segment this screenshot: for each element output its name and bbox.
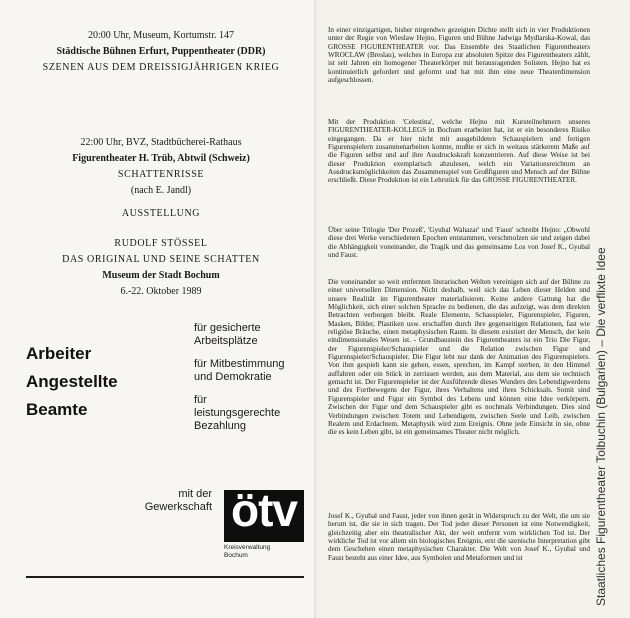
event-1-company: Städtische Bühnen Erfurt, Puppentheater (DDR) (56, 46, 266, 57)
event-2-time-venue: 22:00 Uhr, BVZ, Stadtbücherei-Rathaus (80, 137, 242, 148)
event-2 (26, 135, 296, 199)
otv-logo-sub-2: Bochum (224, 552, 248, 559)
event-2-title: SCHATTENRISSE (117, 169, 205, 180)
article-paragraph-1: In einer einzigartigen, bisher nirgendwo gezeigten Dichte stellt sich in vier Produktionen unter der Regie von Wieslaw Hejno, Figuren und Bühne Jadwiga Mydlarska-Kowal, das GROSSE FIGURENTHEATER vor. Das Ensemble des Staatlichen Figurentheaters WROCLAW (Breslau), welches in Europa zur absoluten Spitze des Figurentheaters zählt, ist seit Jahren ein homogener Theaterkörper mit herausragenden Solisten. Hejno hat es kontinuierlich gefordert und geformt und hat mit ihm eine neue Theaterdimension aufgeschlossen. (328, 26, 590, 85)
event-2-note: (nach E. Jandl) (130, 185, 192, 196)
otv-logo-text: ötv (231, 484, 297, 536)
ad-goal-codetermination: für Mitbestimmung und Demokratie (194, 358, 285, 383)
article-paragraph-4: Die voneinander so weit entfernten literarischen Welten vereinigen sich auf der Bühne zu einer universellen Dimension. Nicht deshalb, weil sich das Leben dieser Helden und unsere Realität im Figurentheater materialisieren. Keine andere Gattung hat die Möglichkeit, sich einer solchen Sprache zu bedienen, die das aufzeigt, was dem direkten Betrachten verborgen bleibt. Reale Elemente, Schauspieler, Figurenspieler, Figuren, Masken, Bilder, Plastiken usw. erschaffen durch ihre gegenseitigen Relationen, fast wie religiöse Bräuche, einen metaphysischen Raum. In diesem existiert der Mensch, der kein eindimensionales Wesen ist. - Grundbaustein des Figurentheaters ist ein Trio Die Figur, der Figurenspieler/Schauspieler und die Relation zwischen Figur und Figurenspieler/Schauspieler. Die Figur lebt nur dank der Animation des Figurenspielers. Von ihm gespielt kann sie gehen, essen, sprechen, im Kampf sterben, in den Himmel auffahren oder ein Stück in zerrissen werden, aus dem Material, aus dem sie technisch gemacht ist. Der Figurenspieler ist der Ausführende dieses Wunders des Lebendigwerdens und des Fortbewegens der Figur, ihres Verhaltens und ihres Schicksals. Somit sind Figurenspieler und Figur ein Symbol des Lebens und können eine Idee verkörpern. Zwischen der Figur und dem Schauspieler gibt es nochmals Verbindungen. Dies sind Verbindungen zwischen Totem und Lebendigem, zwischen Seele und Leib, zwischen Realem und Erdachtem. Metaphysik wird zum Ereignis. Ohne jede Einsicht in sie, ohne die es kein Leben gibt, ist ein gemeinsames Theater nicht möglich. (328, 278, 590, 437)
article-paragraph-2: Mit der Produktion 'Celestina', welche Hejno mit Kursteilnehmern unseres FIGURENTHEATER-KOLLEGS in Bochum erarbeitet hat, ist er ein besonderes Risiko eingegangen. Da er hier nicht mit ausgebildeten Schauspielern und fertigen Figurenspielern zusammenarbeiten konnte, mußte er sich in weitaus stärkerem Maße auf die Figuren selbst und auf ihre Ausdruckskraft konzentrieren. Auf diese Weise ist bei dieser Produktion exemplarisch abzulesen, welch ein Variationsreichtum an Ausdrucksmöglichkeiten das Zusammenspiel von Großfiguren und Mensch auf der Bühne erschließt. Diese Produktion ist ein Lehrstück für das GROSSE FIGURENTHEATER. (328, 118, 590, 185)
ad-with-union: mit der Gewerkschaft (144, 488, 212, 513)
ad-goals (194, 322, 304, 443)
side-photo-caption: Staatliches Figurentheater Tolbuchin (Bulgarien) – Die verflixte Idee (594, 247, 608, 606)
event-1-time-venue: 20:00 Uhr, Museum, Kortumstr. 147 (88, 30, 234, 41)
ad-divider (26, 576, 304, 578)
otv-logo (224, 484, 304, 542)
article-paragraph-3: Über seine Trilogie 'Der Prozeß', 'Gyubal Wahazar' und 'Faust' schreibt Hejno: „Obwohl diese drei Werke verschiedenen Epochen entstammen, verschmolzen sie und zeigen dabei die Abhängigkeit voneinander, die Tragik und das gemeinsame Los von Josef K., Gyubal und Faust. (328, 226, 590, 260)
ad-goal-pay: für leistungsgerechte Bezahlung (194, 394, 281, 432)
exhibition-artist: RUDOLF STÖSSEL (114, 238, 208, 249)
ad-audience-workers: Arbeiter (26, 344, 92, 363)
exhibition-venue: Museum der Stadt Bochum (102, 270, 220, 281)
ad-audience (26, 340, 118, 424)
exhibition (26, 206, 296, 300)
ad-goal-jobs: für gesicherte Arbeitsplätze (194, 322, 261, 347)
event-2-company: Figurentheater H. Trüb, Abtwil (Schweiz) (72, 153, 250, 164)
event-1-title: SZENEN AUS DEM DREISSIGJÄHRIGEN KRIEG (42, 62, 280, 73)
exhibition-title: DAS ORIGINAL UND SEINE SCHATTEN (62, 254, 260, 265)
ad-audience-employees: Angestellte (26, 372, 118, 391)
ad-audience-officials: Beamte (26, 400, 88, 419)
otv-logo-subtitle (224, 544, 270, 560)
otv-logo-sub-1: Kreisverwaltung (224, 544, 271, 551)
exhibition-dates: 6.-22. Oktober 1989 (120, 286, 202, 297)
article-paragraph-5: Josef K., Gyubal und Faust, jeder von ihnen gerät in Widerspruch zu der Welt, die um sie herum ist, die sie in sich tragen. Der Tod jeder dieser Personen ist eine Notwendigkeit, gleichzeitig aber ein theatralischer Akt, der weit entfernt vom wirklichen Tod ist. Der wirkliche Tod ist vor allem ein biologisches Ereignis, erst die szenische Interpretation gibt dem Geschehen einen metaphysischen Charakter. Die Welt von Josef K., Gyubal und Faust besteht aus einer Idee, aus Symbolen und Metaformen und ist (328, 512, 590, 562)
union-advertisement (26, 322, 302, 584)
exhibition-heading: AUSSTELLUNG (121, 208, 201, 219)
event-1 (26, 28, 296, 76)
